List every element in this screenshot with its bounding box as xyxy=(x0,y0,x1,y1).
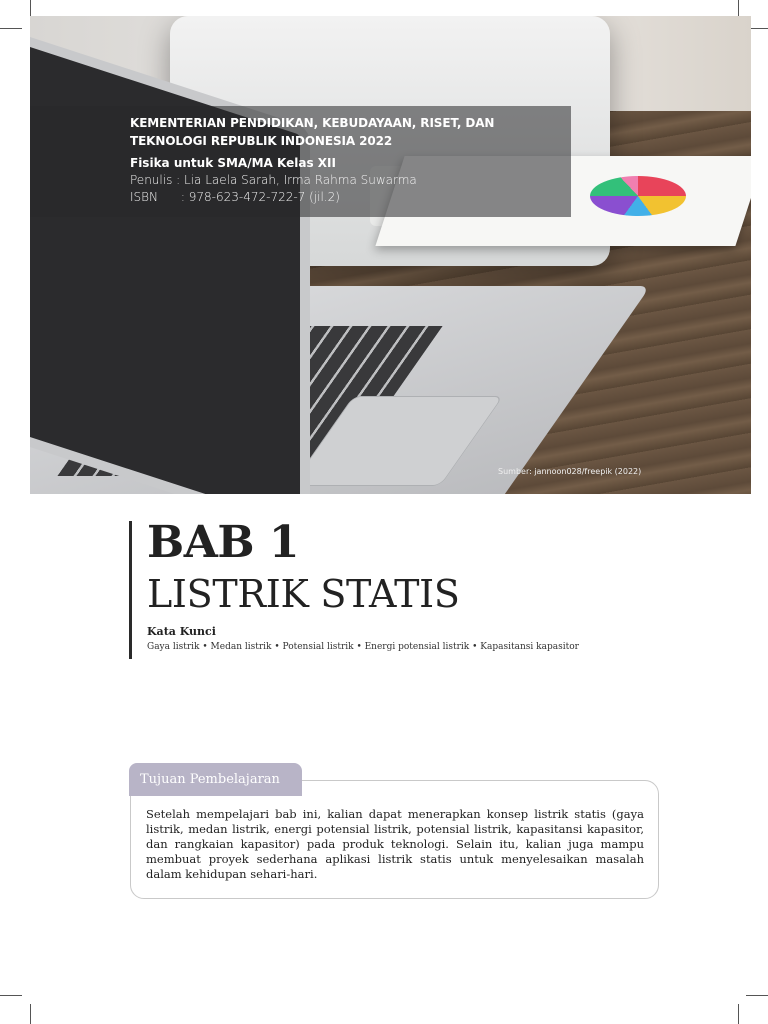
author-row xyxy=(130,172,570,189)
objectives-text: Setelah mempelajari bab ini, kalian dapat menerapkan konsep listrik statis (gaya listrik, medan listrik, energi potensial listrik, potensial listrik, kapasitansi kapasitor, dan rangkaian kapasitor) pada produk teknologi. Selain itu, kalian juga mampu membuat proyek sederhana aplikasi listrik statis untuk menyelesaikan masalah dalam kehidupan sehari-hari. xyxy=(146,807,644,881)
isbn-label: ISBN : xyxy=(130,190,189,204)
photo-credit: Sumber: jannoon028/freepik (2022) xyxy=(498,467,642,476)
keywords-list: Gaya listrik • Medan listrik • Potensial listrik • Energi potensial listrik • Kapasitansi kapasitor xyxy=(147,642,579,652)
cover-banner xyxy=(30,106,571,217)
chapter-title: LISTRIK STATIS xyxy=(147,572,460,616)
isbn: 978-623-472-722-7 (jil.2) xyxy=(188,190,340,204)
crop-mark xyxy=(30,1004,31,1024)
crop-mark xyxy=(738,1004,739,1024)
chapter-label: BAB 1 xyxy=(147,517,299,568)
keywords-heading: Kata Kunci xyxy=(147,625,216,638)
authors: Lia Laela Sarah, Irma Rahma Suwarma xyxy=(184,173,417,187)
ministry-name: KEMENTERIAN PENDIDIKAN, KEBUDAYAAN, RISET, DAN TEKNOLOGI REPUBLIK INDONESIA 2022 xyxy=(130,116,495,148)
chapter-rule xyxy=(129,521,132,659)
objectives-tab: Tujuan Pembelajaran xyxy=(129,763,302,796)
crop-mark xyxy=(746,995,768,996)
book-title: Fisika untuk SMA/MA Kelas XII xyxy=(130,156,336,170)
crop-mark xyxy=(0,28,22,29)
isbn-row xyxy=(130,189,570,206)
cover-photo xyxy=(30,16,751,494)
crop-mark xyxy=(0,995,22,996)
banner-text xyxy=(130,114,570,206)
author-label: Penulis : xyxy=(130,173,184,187)
pie-chart-printout xyxy=(590,176,686,216)
